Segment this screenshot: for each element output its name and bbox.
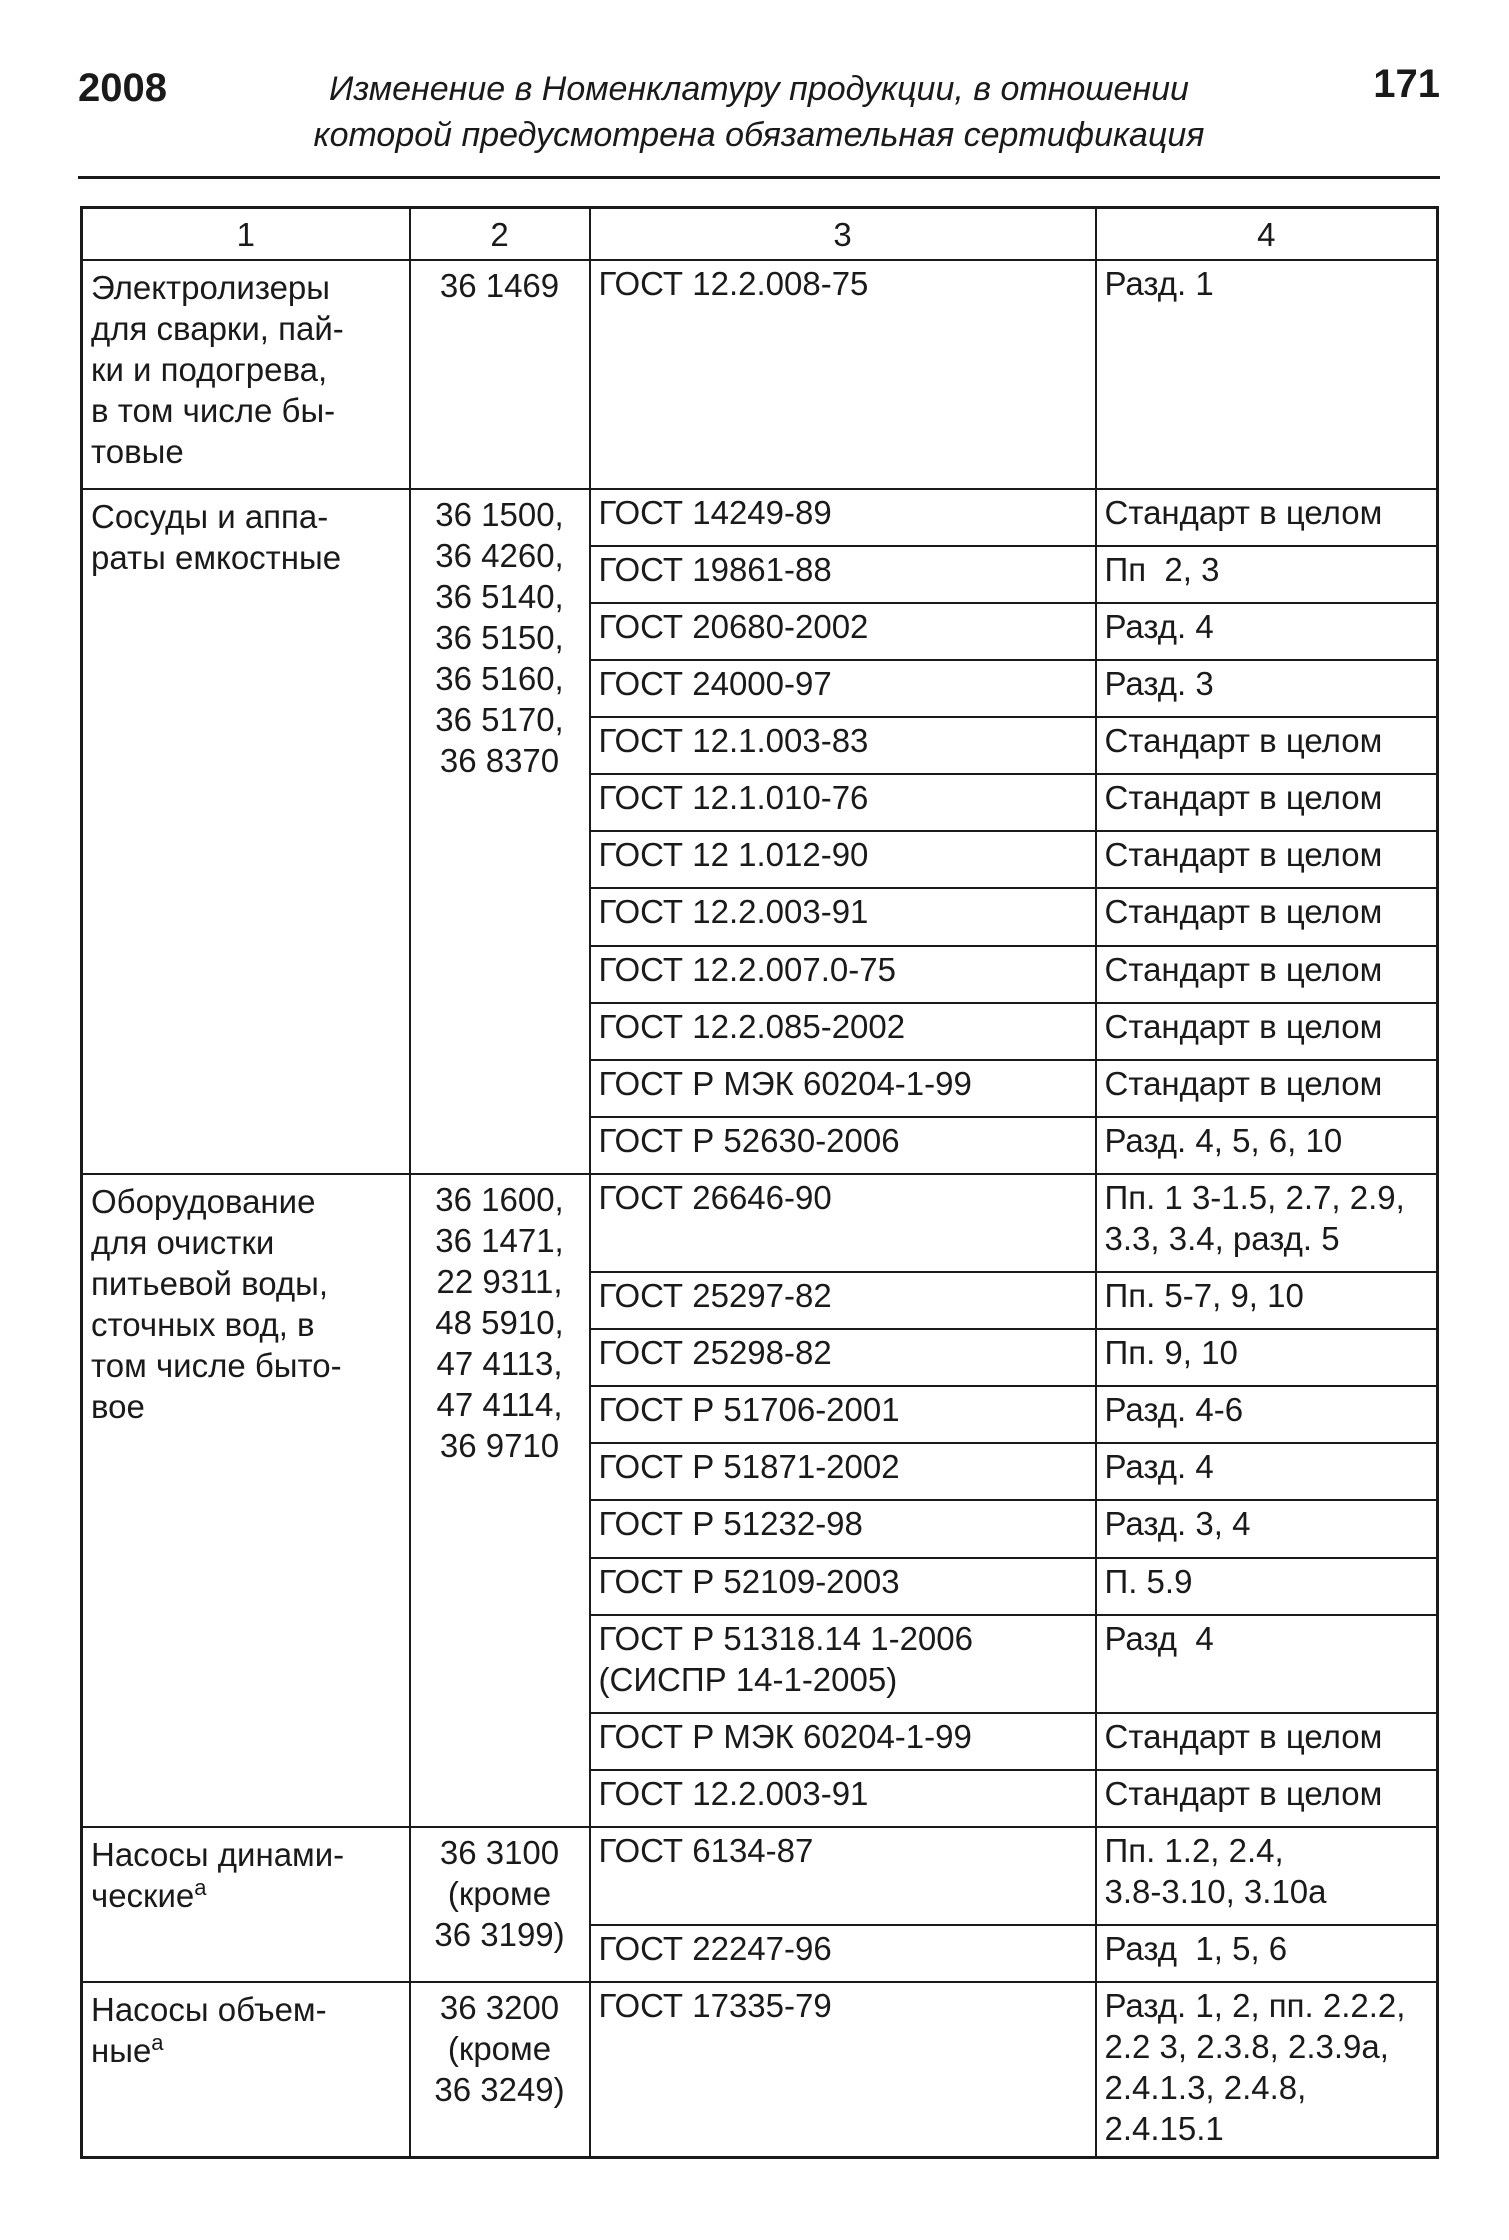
standard-line: ГОСТ 20680-2002 xyxy=(598,607,869,645)
header-rule xyxy=(78,176,1440,179)
product-name-cell xyxy=(82,260,410,489)
standard-cell xyxy=(590,603,1096,660)
standard-line: ГОСТ 24000-97 xyxy=(598,664,832,702)
requirement-line: Стандарт в целом xyxy=(1104,1007,1383,1045)
standard-cell xyxy=(590,260,1096,489)
requirement-cell xyxy=(1096,831,1438,888)
requirement-line: 3.8-3.10, 3.10а xyxy=(1104,1872,1327,1910)
product-code-line: 36 5170, xyxy=(435,700,564,738)
standard-line: ГОСТ 25298-82 xyxy=(598,1334,832,1372)
requirement-cell xyxy=(1096,946,1438,1003)
requirement-line: Разд. 4-6 xyxy=(1104,1391,1244,1429)
requirement-line: Стандарт в целом xyxy=(1104,1064,1383,1102)
product-name-line: Сосуды и аппа- xyxy=(91,497,329,535)
column-header-2: 2 xyxy=(410,208,590,261)
requirement-cell xyxy=(1096,1713,1438,1770)
standard-line: ГОСТ 25297-82 xyxy=(598,1276,832,1314)
standard-line: ГОСТ 12.1.003-83 xyxy=(598,722,869,760)
standard-line: ГОСТ 12.1.010-76 xyxy=(598,779,869,817)
requirement-line: Разд. 4 xyxy=(1104,1448,1214,1486)
standard-cell xyxy=(590,1827,1096,1925)
table-row xyxy=(82,1982,1438,2158)
standard-line: ГОСТ 26646-90 xyxy=(598,1179,832,1217)
requirement-cell xyxy=(1096,1329,1438,1386)
product-name-line: питьевой воды, xyxy=(91,1265,329,1303)
column-header-1: 1 xyxy=(82,208,410,261)
product-name-line: ческие$^a$ xyxy=(91,1874,207,1914)
product-name-cell xyxy=(82,489,410,1175)
product-name-line: сточных вод, в xyxy=(91,1306,315,1344)
requirement-line: Стандарт в целом xyxy=(1104,779,1383,817)
product-name-line: раты емкостные xyxy=(91,538,342,576)
product-code-line: 36 8370 xyxy=(439,741,560,779)
standard-cell xyxy=(590,1329,1096,1386)
standard-cell xyxy=(590,1925,1096,1982)
standard-cell xyxy=(590,946,1096,1003)
product-code-line: 36 5150, xyxy=(435,618,564,656)
product-code-line: 36 5140, xyxy=(435,577,564,615)
standard-cell xyxy=(590,546,1096,603)
requirement-cell xyxy=(1096,1925,1438,1982)
product-name-line: Оборудование xyxy=(91,1183,316,1221)
requirement-line: Разд. 3, 4 xyxy=(1104,1505,1251,1543)
page-header xyxy=(78,58,1440,178)
requirement-line: Стандарт в целом xyxy=(1104,836,1383,874)
product-name-cell xyxy=(82,1982,410,2158)
requirement-cell xyxy=(1096,1827,1438,1925)
requirement-line: Стандарт в целом xyxy=(1104,893,1383,931)
product-code-cell xyxy=(410,1827,590,1982)
column-number-row xyxy=(82,208,1438,261)
product-code-line: 36 1469 xyxy=(439,267,560,304)
column-header-3: 3 xyxy=(590,208,1096,261)
product-code-line: 36 1500, xyxy=(435,495,564,533)
standard-line: ГОСТ 12 1.012-90 xyxy=(598,836,869,874)
column-header-4: 4 xyxy=(1096,208,1438,261)
standard-cell xyxy=(590,1615,1096,1713)
requirement-cell xyxy=(1096,1770,1438,1827)
standard-cell xyxy=(590,888,1096,945)
product-code-line: 36 4260, xyxy=(435,536,564,574)
product-code-line: 36 3200 xyxy=(439,1988,560,2026)
standard-line: ГОСТ Р МЭК 60204-1-99 xyxy=(598,1064,972,1102)
requirement-line: 3.3, 3.4, разд. 5 xyxy=(1104,1220,1340,1258)
product-code-line: 48 5910, xyxy=(435,1304,564,1342)
requirement-line: Стандарт в целом xyxy=(1104,1717,1383,1755)
standard-line: ГОСТ 12.2.003-91 xyxy=(598,893,869,931)
requirement-line: П. 5.9 xyxy=(1104,1562,1193,1600)
product-name-line: для очистки xyxy=(91,1224,275,1262)
product-code-line: 36 1471, xyxy=(435,1222,564,1260)
requirement-line: Пп. 1.2, 2.4, xyxy=(1104,1831,1284,1869)
requirement-cell xyxy=(1096,489,1438,546)
product-name-cell xyxy=(82,1827,410,1982)
requirement-cell xyxy=(1096,1982,1438,2158)
standard-cell xyxy=(590,774,1096,831)
product-code-line: 36 3249) xyxy=(434,2070,565,2108)
standard-cell xyxy=(590,717,1096,774)
standard-cell xyxy=(590,1272,1096,1329)
table-row xyxy=(82,489,1438,546)
standard-line: ГОСТ Р 51318.14 1-2006 xyxy=(598,1619,973,1657)
product-name-line: для сварки, пай- xyxy=(91,310,344,347)
footnote-marker: a xyxy=(194,1874,207,1900)
requirement-line: Стандарт в целом xyxy=(1104,493,1383,531)
requirement-cell xyxy=(1096,1174,1438,1272)
table-row xyxy=(82,260,1438,489)
product-name-line: Насосы объем- xyxy=(91,1990,327,2028)
standard-line: ГОСТ 22247-96 xyxy=(598,1929,832,1967)
standard-line: ГОСТ 6134-87 xyxy=(598,1831,814,1869)
standard-cell xyxy=(590,831,1096,888)
requirement-line: Стандарт в целом xyxy=(1104,1774,1383,1812)
running-title xyxy=(248,66,1270,158)
product-code-cell xyxy=(410,489,590,1175)
standard-cell xyxy=(590,1386,1096,1443)
product-code-line: (кроме xyxy=(447,1874,552,1912)
standard-line: ГОСТ 12.2.007.0-75 xyxy=(598,950,896,988)
table-row xyxy=(82,1174,1438,1272)
requirement-cell xyxy=(1096,1443,1438,1500)
year: 2008 xyxy=(78,66,167,110)
standard-line: ГОСТ Р 52630-2006 xyxy=(598,1121,900,1159)
product-name-line: товые xyxy=(91,433,184,470)
product-code-line: 36 9710 xyxy=(439,1427,560,1465)
requirement-line: Разд 4 xyxy=(1104,1619,1214,1657)
requirement-cell xyxy=(1096,1003,1438,1060)
requirement-cell xyxy=(1096,774,1438,831)
requirement-cell xyxy=(1096,888,1438,945)
product-code-line: 22 9311, xyxy=(436,1263,563,1301)
product-code-line: 47 4113, xyxy=(436,1345,563,1383)
requirement-cell xyxy=(1096,1386,1438,1443)
running-title-line-1: Изменение в Номенклатуру продукции, в отношении xyxy=(329,70,1189,108)
product-code-line: 36 1600, xyxy=(435,1181,564,1219)
standard-line: ГОСТ 19861-88 xyxy=(598,550,832,588)
standard-cell xyxy=(590,489,1096,546)
requirement-line: Пп 2, 3 xyxy=(1104,550,1220,588)
standard-line: ГОСТ 12.2.003-91 xyxy=(598,1774,869,1812)
standard-line: ГОСТ 12.2.008-75 xyxy=(598,265,869,302)
standard-line: ГОСТ 14249-89 xyxy=(598,493,832,531)
requirement-line: Разд. 4, 5, 6, 10 xyxy=(1104,1121,1343,1159)
product-name-line: том числе быто- xyxy=(91,1347,342,1385)
standard-line: (СИСПР 14-1-2005) xyxy=(598,1660,898,1698)
product-code-cell xyxy=(410,1174,590,1827)
requirement-cell xyxy=(1096,1117,1438,1174)
requirement-line: Стандарт в целом xyxy=(1104,950,1383,988)
standard-line: ГОСТ Р 51871-2002 xyxy=(598,1448,900,1486)
footnote-marker: a xyxy=(151,2029,164,2055)
requirement-cell xyxy=(1096,1615,1438,1713)
standard-cell xyxy=(590,1982,1096,2158)
nomenclature-table xyxy=(80,206,1439,2159)
standard-line: ГОСТ Р МЭК 60204-1-99 xyxy=(598,1717,972,1755)
standard-line: ГОСТ Р 52109-2003 xyxy=(598,1562,900,1600)
product-name-cell xyxy=(82,1174,410,1827)
product-name-line: вое xyxy=(91,1388,145,1426)
product-code-line: 36 3100 xyxy=(439,1833,560,1871)
requirement-line: 2.2 3, 2.3.8, 2.3.9а, xyxy=(1104,2027,1389,2065)
standard-cell xyxy=(590,1558,1096,1615)
requirement-line: Разд. 1, 2, пп. 2.2.2, xyxy=(1104,1986,1406,2024)
standard-line: ГОСТ Р 51232-98 xyxy=(598,1505,863,1543)
requirement-line: Разд. 3 xyxy=(1104,664,1214,702)
product-name-line: Насосы динами- xyxy=(91,1835,345,1873)
standard-cell xyxy=(590,1443,1096,1500)
product-code-cell xyxy=(410,1982,590,2158)
standard-cell xyxy=(590,1117,1096,1174)
requirement-cell xyxy=(1096,603,1438,660)
standard-cell xyxy=(590,1174,1096,1272)
standard-line: ГОСТ 12.2.085-2002 xyxy=(598,1007,906,1045)
requirement-cell xyxy=(1096,1558,1438,1615)
product-code-line: 36 3199) xyxy=(434,1915,565,1953)
product-name-line: в том числе бы- xyxy=(91,392,336,429)
product-name-line: ки и подогрева, xyxy=(91,351,328,388)
running-title-line-2: которой предусмотрена обязательная сертификация xyxy=(313,116,1205,154)
standard-cell xyxy=(590,1770,1096,1827)
standard-line: ГОСТ Р 51706-2001 xyxy=(598,1391,900,1429)
requirement-line: Стандарт в целом xyxy=(1104,722,1383,760)
requirement-cell xyxy=(1096,1272,1438,1329)
product-code-cell xyxy=(410,260,590,489)
requirement-cell xyxy=(1096,260,1438,489)
product-code-line: 36 5160, xyxy=(435,659,564,697)
requirement-line: Пп. 5-7, 9, 10 xyxy=(1104,1276,1304,1314)
table-body xyxy=(82,260,1438,2158)
requirement-cell xyxy=(1096,717,1438,774)
requirement-line: Разд. 1 xyxy=(1104,265,1214,302)
product-code-line: 47 4114, xyxy=(436,1386,563,1424)
requirement-cell xyxy=(1096,546,1438,603)
standard-line: ГОСТ 17335-79 xyxy=(598,1986,832,2024)
standard-cell xyxy=(590,1500,1096,1557)
product-code-line: (кроме xyxy=(447,2029,552,2067)
requirement-line: 2.4.15.1 xyxy=(1104,2109,1224,2147)
standard-cell xyxy=(590,660,1096,717)
requirement-line: Пп. 1 3-1.5, 2.7, 2.9, xyxy=(1104,1179,1405,1217)
standard-cell xyxy=(590,1003,1096,1060)
requirement-line: Пп. 9, 10 xyxy=(1104,1334,1238,1372)
requirement-line: 2.4.1.3, 2.4.8, xyxy=(1104,2068,1307,2106)
requirement-line: Разд 1, 5, 6 xyxy=(1104,1929,1288,1967)
standard-cell xyxy=(590,1713,1096,1770)
standard-cell xyxy=(590,1060,1096,1117)
table-row xyxy=(82,1827,1438,1925)
requirement-cell xyxy=(1096,1500,1438,1557)
requirement-line: Разд. 4 xyxy=(1104,607,1214,645)
requirement-cell xyxy=(1096,660,1438,717)
product-name-line: Электролизеры xyxy=(91,269,331,306)
product-name-line: ные$^a$ xyxy=(91,2029,164,2069)
requirement-cell xyxy=(1096,1060,1438,1117)
page-number: 171 xyxy=(1373,62,1440,106)
